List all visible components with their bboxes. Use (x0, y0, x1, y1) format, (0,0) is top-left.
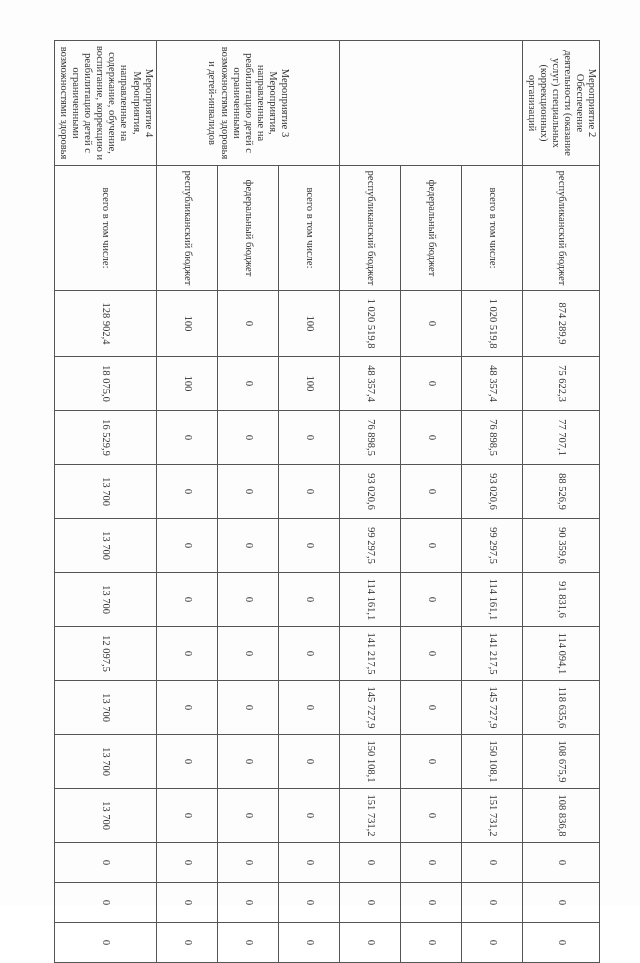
value-cell: 100 (156, 357, 217, 411)
value-cell: 100 (278, 291, 339, 357)
value-cell: 108 836,8 (522, 789, 599, 843)
value-cell: 0 (278, 735, 339, 789)
value-cell: 0 (55, 883, 157, 923)
value-cell: 1 020 519,8 (339, 291, 400, 357)
value-cell: 99 297,5 (461, 519, 522, 573)
table-row (217, 41, 278, 963)
value-cell: 77 707,1 (522, 411, 599, 465)
value-cell: 0 (522, 923, 599, 963)
value-cell: 0 (217, 735, 278, 789)
value-cell: 150 108,1 (339, 735, 400, 789)
table-row (339, 41, 400, 963)
value-cell: 0 (156, 883, 217, 923)
value-cell: 0 (217, 681, 278, 735)
value-cell: 0 (156, 923, 217, 963)
value-cell: 48 357,4 (461, 357, 522, 411)
source-cell: республиканский бюджет (339, 166, 400, 291)
activity-cell-3: Мероприятие 3 Мероприятия, направленные на реабилитацию детей с ограниченными возможностями здоровья и детей-инвалидов (156, 41, 339, 166)
value-cell: 90 359,6 (522, 519, 599, 573)
value-cell: 48 357,4 (339, 357, 400, 411)
value-cell: 0 (400, 357, 461, 411)
value-cell: 0 (156, 735, 217, 789)
value-cell: 0 (278, 627, 339, 681)
value-cell: 0 (217, 627, 278, 681)
value-cell: 0 (400, 465, 461, 519)
value-cell: 128 902,4 (55, 291, 157, 357)
value-cell: 13 700 (55, 681, 157, 735)
value-cell: 76 898,5 (461, 411, 522, 465)
value-cell: 145 727,9 (461, 681, 522, 735)
value-cell: 18 075,0 (55, 357, 157, 411)
value-cell: 0 (400, 923, 461, 963)
source-cell: всего в том числе: (55, 166, 157, 291)
value-cell: 0 (278, 883, 339, 923)
value-cell: 0 (55, 923, 157, 963)
value-cell: 12 097,5 (55, 627, 157, 681)
value-cell: 0 (400, 681, 461, 735)
value-cell: 0 (217, 465, 278, 519)
value-cell: 114 161,1 (461, 573, 522, 627)
value-cell: 0 (278, 789, 339, 843)
value-cell: 0 (461, 883, 522, 923)
value-cell: 150 108,1 (461, 735, 522, 789)
value-cell: 0 (400, 883, 461, 923)
value-cell: 0 (217, 291, 278, 357)
value-cell: 0 (278, 573, 339, 627)
value-cell: 141 217,5 (339, 627, 400, 681)
value-cell: 0 (339, 923, 400, 963)
value-cell: 100 (278, 357, 339, 411)
value-cell: 93 020,6 (339, 465, 400, 519)
value-cell: 874 289,9 (522, 291, 599, 357)
value-cell: 118 635,6 (522, 681, 599, 735)
value-cell: 0 (156, 573, 217, 627)
value-cell: 99 297,5 (339, 519, 400, 573)
value-cell: 0 (400, 789, 461, 843)
value-cell: 0 (55, 843, 157, 883)
table-row (400, 41, 461, 963)
value-cell: 0 (217, 923, 278, 963)
source-cell: федеральный бюджет (400, 166, 461, 291)
value-cell: 100 (156, 291, 217, 357)
source-cell: всего в том числе: (278, 166, 339, 291)
value-cell: 0 (400, 291, 461, 357)
activity-cell-4: Мероприятие 4 Мероприятия, направленные на содержание, обучение, воспитание, коррекцию и реабилитацию детей с ограниченными возможностями здоровья (55, 41, 157, 166)
source-cell: республиканский бюджет (522, 166, 599, 291)
value-cell: 0 (156, 411, 217, 465)
value-cell: 108 675,9 (522, 735, 599, 789)
activity-cell-2-cont (339, 41, 522, 166)
value-cell: 0 (217, 573, 278, 627)
value-cell: 13 700 (55, 465, 157, 519)
value-cell: 13 700 (55, 573, 157, 627)
value-cell: 0 (217, 411, 278, 465)
budget-table-body (55, 41, 600, 963)
value-cell: 0 (339, 883, 400, 923)
value-cell: 0 (217, 519, 278, 573)
value-cell: 0 (339, 843, 400, 883)
value-cell: 93 020,6 (461, 465, 522, 519)
value-cell: 75 622,3 (522, 357, 599, 411)
value-cell: 0 (278, 923, 339, 963)
value-cell: 0 (278, 843, 339, 883)
rotated-budget-page (58, 40, 600, 946)
value-cell: 0 (217, 883, 278, 923)
table-row (461, 41, 522, 963)
source-cell: федеральный бюджет (217, 166, 278, 291)
value-cell: 0 (400, 843, 461, 883)
value-cell: 13 700 (55, 789, 157, 843)
value-cell: 0 (400, 519, 461, 573)
value-cell: 0 (156, 627, 217, 681)
value-cell: 0 (156, 465, 217, 519)
value-cell: 91 831,6 (522, 573, 599, 627)
value-cell: 145 727,9 (339, 681, 400, 735)
value-cell: 141 217,5 (461, 627, 522, 681)
activity-cell-2: Мероприятие 2 Обеспечение деятельности (оказание услуг) специальных (коррекционных) организаций (522, 41, 599, 166)
value-cell: 0 (156, 843, 217, 883)
value-cell: 0 (400, 573, 461, 627)
value-cell: 13 700 (55, 735, 157, 789)
value-cell: 0 (461, 923, 522, 963)
value-cell: 0 (400, 735, 461, 789)
table-row (278, 41, 339, 963)
value-cell: 151 731,2 (339, 789, 400, 843)
value-cell: 0 (156, 789, 217, 843)
table-row (156, 41, 217, 963)
value-cell: 0 (156, 681, 217, 735)
value-cell: 0 (400, 627, 461, 681)
value-cell: 0 (278, 519, 339, 573)
value-cell: 0 (522, 843, 599, 883)
value-cell: 0 (400, 411, 461, 465)
value-cell: 0 (217, 843, 278, 883)
table-row (55, 41, 157, 963)
budget-table (54, 40, 600, 963)
source-cell: всего в том числе: (461, 166, 522, 291)
table-row (522, 41, 599, 963)
value-cell: 0 (278, 681, 339, 735)
value-cell: 13 700 (55, 519, 157, 573)
value-cell: 114 094,1 (522, 627, 599, 681)
value-cell: 76 898,5 (339, 411, 400, 465)
value-cell: 0 (156, 519, 217, 573)
value-cell: 0 (278, 411, 339, 465)
source-cell: республиканский бюджет (156, 166, 217, 291)
value-cell: 0 (522, 883, 599, 923)
value-cell: 88 526,9 (522, 465, 599, 519)
value-cell: 0 (278, 465, 339, 519)
value-cell: 114 161,1 (339, 573, 400, 627)
value-cell: 0 (217, 357, 278, 411)
value-cell: 0 (461, 843, 522, 883)
value-cell: 1 020 519,8 (461, 291, 522, 357)
value-cell: 151 731,2 (461, 789, 522, 843)
value-cell: 0 (217, 789, 278, 843)
value-cell: 16 529,9 (55, 411, 157, 465)
